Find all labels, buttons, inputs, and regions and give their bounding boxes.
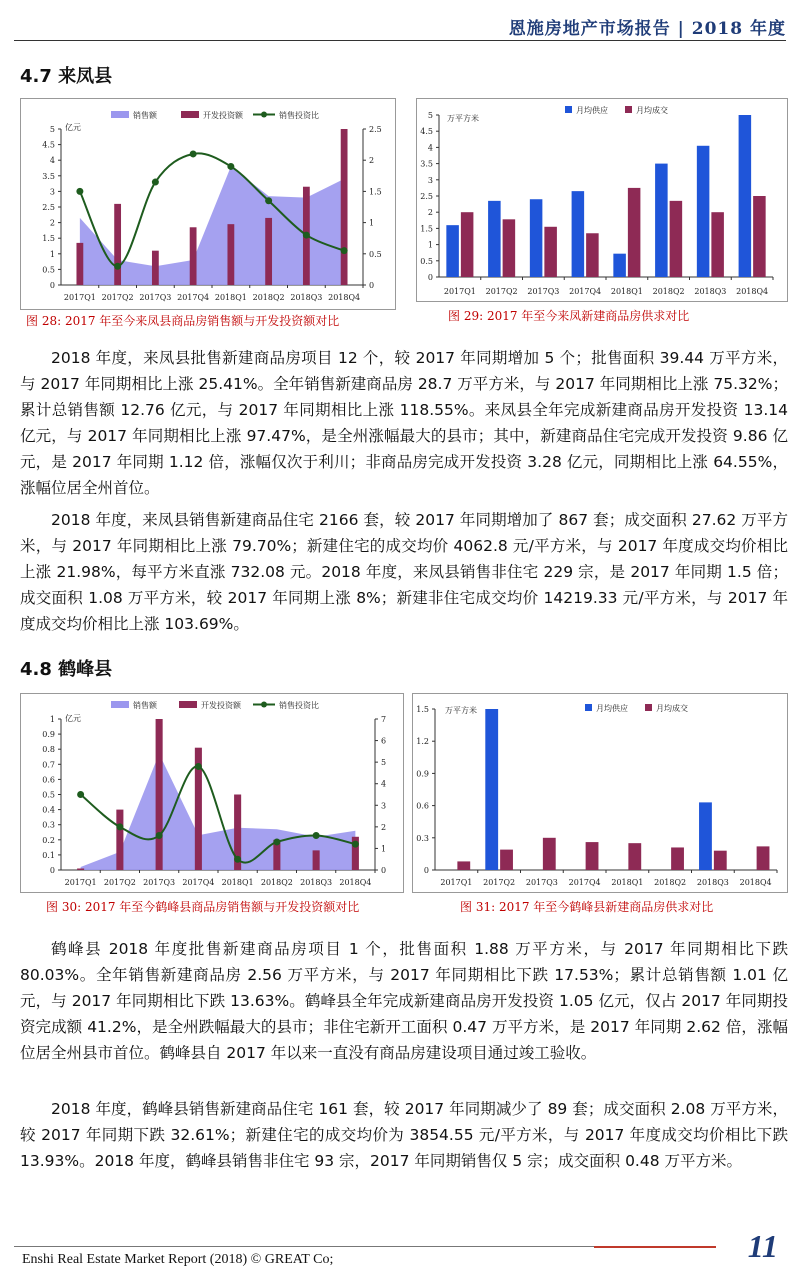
- deal-bar: [457, 861, 470, 870]
- x-tick-label: 2018Q3: [694, 287, 727, 296]
- legend-swatch-ratio-dot: [261, 702, 267, 708]
- x-tick-label: 2018Q2: [260, 878, 293, 887]
- investment-bar: [313, 850, 320, 870]
- x-tick-label: 2018Q2: [652, 287, 685, 296]
- supply-bar: [655, 164, 668, 277]
- y-tick-label: 1.5: [416, 705, 429, 714]
- chart-hefeng-sales-investment: [20, 693, 404, 893]
- legend-label-investment: 开发投资额: [201, 701, 241, 710]
- y-tick-label: 0.9: [416, 769, 429, 779]
- legend-swatch-ratio-dot: [261, 112, 267, 118]
- x-tick-label: 2018Q4: [339, 878, 372, 887]
- deal-bar: [461, 212, 474, 277]
- investment-bar: [156, 719, 163, 870]
- x-tick-label: 2017Q1: [440, 878, 473, 887]
- deal-bar: [543, 838, 556, 870]
- legend-label-supply: 月均供应: [576, 106, 608, 115]
- y-tick-label: 0.6: [42, 775, 55, 785]
- investment-bar: [76, 243, 83, 285]
- legend-label-sales: 销售额: [133, 701, 157, 710]
- page-number: 11: [747, 1228, 778, 1264]
- investment-bar: [114, 204, 121, 285]
- y-tick-label: 0.5: [42, 790, 55, 800]
- ratio-point: [303, 232, 310, 239]
- y-tick-label: 0: [423, 866, 429, 875]
- x-tick-label: 2018Q1: [611, 878, 644, 887]
- legend-label-investment: 开发投资额: [203, 111, 243, 120]
- y-unit-label: 万平方米: [447, 114, 479, 123]
- investment-bar: [341, 129, 348, 285]
- chart-hefeng-sales-investment-svg: [21, 694, 405, 894]
- legend-swatch-sales: [111, 701, 129, 708]
- caption-fig28: 图 28: 2017 年至今来凤县商品房销售额与开发投资额对比: [26, 314, 340, 328]
- deal-bar: [670, 201, 683, 277]
- y-tick-label: 0.6: [416, 801, 429, 811]
- x-tick-label: 2017Q3: [143, 878, 176, 887]
- deal-bar: [714, 851, 727, 870]
- x-tick-label: 2018Q4: [328, 293, 361, 302]
- y-tick-label: 0.9: [42, 730, 55, 740]
- y-tick-label: 1: [49, 249, 55, 259]
- ratio-point: [190, 150, 197, 157]
- x-tick-label: 2017Q3: [527, 287, 560, 296]
- legend-swatch-deal: [625, 106, 632, 113]
- x-tick-label: 2017Q2: [485, 287, 518, 296]
- deal-bar: [586, 842, 599, 870]
- y-tick-label: 5: [49, 125, 55, 134]
- legend-swatch-investment: [181, 111, 199, 118]
- y-tick-label: 1.5: [420, 224, 433, 234]
- ratio-point: [116, 823, 123, 830]
- investment-bar: [227, 224, 234, 285]
- y-tick-label: 0.8: [42, 745, 55, 755]
- supply-bar: [739, 115, 752, 277]
- y2-tick-label: 2: [369, 156, 375, 166]
- supply-bar: [530, 199, 543, 277]
- x-tick-label: 2018Q1: [221, 878, 254, 887]
- x-tick-label: 2018Q4: [736, 287, 769, 296]
- supply-bar: [485, 709, 498, 870]
- header-rule: [14, 40, 786, 41]
- x-tick-label: 2017Q4: [177, 293, 210, 302]
- ratio-point: [234, 856, 241, 863]
- legend-swatch-supply: [565, 106, 572, 113]
- supply-bar: [697, 146, 710, 277]
- y2-tick-label: 5: [381, 758, 387, 768]
- y2-tick-label: 0.5: [369, 249, 382, 259]
- x-tick-label: 2017Q4: [568, 878, 601, 887]
- y-tick-label: 3: [49, 187, 55, 197]
- ratio-point: [152, 179, 159, 186]
- x-tick-label: 2018Q2: [654, 878, 687, 887]
- paragraph-hefeng-1: 鹤峰县 2018 年度批售新建商品房项目 1 个，批售面积 1.88 万平方米，与 2017 年同期相比下跌 80.03%。全年销售新建商品房 2.56 万平方米，与 2017 年同期相比下跌 17.53%；累计总销售额 1.01 亿元，与 2017 年同期相比下跌 13.63%。鹤峰县全年完成新建商品房开发投资 1.05 亿元，仅占 2017 年同期投资完成额 41.2%，是全州跌幅最大的县市；非住宅新开工面积 0.47 万平方米，是 2017 年同期 2.62 倍，涨幅位居全州县市首位。鹤峰县自 2017 年以来一直没有商品房建设项目通过竣工验收。: [20, 940, 788, 1062]
- investment-bar: [116, 810, 123, 870]
- ratio-point: [227, 163, 234, 170]
- y-tick-label: 2: [49, 218, 55, 228]
- deal-bar: [753, 196, 766, 277]
- y2-tick-label: 4: [381, 779, 387, 789]
- y-tick-label: 0.3: [42, 820, 55, 830]
- y2-tick-label: 1.5: [369, 187, 382, 197]
- y-unit-label: 万平方米: [445, 706, 477, 715]
- x-tick-label: 2018Q3: [300, 878, 333, 887]
- paragraph-laifeng-1: 2018 年度，来凤县批售新建商品房项目 12 个，较 2017 年同期增加 5 个；批售面积 39.44 万平方米，与 2017 年同期相比上涨 25.41%。全年销售新建商品房 28.7 万平方米，与 2017 年同期相比上涨 75.32%；累计总销售额 12.76 亿元，与 2017 年同期相比上涨 118.55%。来凤县全年完成新建商品房开发投资 13.14 亿元，与 2017 年同期相比上涨 97.47%，是全州涨幅最大的县市；其中，新建商品住宅完成开发投资 9.86 亿元，是 2017 年同期 1.12 倍，涨幅仅次于利川；非商品房完成开发投资 3.28 亿元，同期相比上涨 64.55%，涨幅位居全州首位。: [20, 349, 788, 497]
- deal-bar: [711, 212, 724, 277]
- legend-label-ratio: 销售投资比: [279, 701, 319, 710]
- legend-label-supply: 月均供应: [596, 704, 628, 713]
- supply-bar: [488, 201, 501, 277]
- y-tick-label: 1: [49, 715, 55, 724]
- x-tick-label: 2018Q1: [610, 287, 643, 296]
- y-tick-label: 2.5: [42, 203, 55, 212]
- y-tick-label: 2: [427, 208, 433, 218]
- y-tick-label: 3.5: [420, 159, 433, 169]
- paragraph-hefeng-2: 2018 年度，鹤峰县销售新建商品住宅 161 套，较 2017 年同期减少了 89 套；成交面积 2.08 万平方米，较 2017 年同期下跌 32.61%；新建住宅的成交均价为 3854.55 元/平方米，与 2017 年度成交均价相比下跌 13.93%。2018 年度，鹤峰县销售非住宅 93 宗，2017 年同期销售仅 5 宗；成交面积 0.48 万平方米。: [20, 1100, 788, 1170]
- y-tick-label: 4: [427, 143, 433, 153]
- ratio-point: [265, 197, 272, 204]
- y-tick-label: 0.1: [42, 850, 55, 860]
- y-tick-label: 1.2: [416, 737, 429, 747]
- legend-swatch-sales: [111, 111, 129, 118]
- footer-accent-rule: [594, 1246, 716, 1248]
- y-unit-label: 亿元: [65, 123, 81, 132]
- x-tick-label: 2017Q4: [569, 287, 602, 296]
- y-tick-label: 1.5: [42, 234, 55, 244]
- caption-fig29: 图 29: 2017 年至今来凤新建商品房供求对比: [448, 309, 690, 323]
- ratio-point: [195, 763, 202, 770]
- y-tick-label: 4.5: [420, 127, 433, 137]
- legend-swatch-investment: [179, 701, 197, 708]
- y-tick-label: 4: [49, 156, 55, 166]
- deal-bar: [671, 847, 684, 870]
- ratio-point: [313, 832, 320, 839]
- y-tick-label: 2.5: [420, 192, 433, 201]
- supply-bar: [699, 802, 712, 870]
- deal-bar: [586, 233, 599, 277]
- deal-bar: [628, 843, 641, 870]
- x-tick-label: 2017Q2: [101, 293, 134, 302]
- chart-hefeng-supply-demand: [412, 693, 788, 893]
- chart-laifeng-supply-demand-svg: [417, 99, 789, 303]
- x-tick-label: 2017Q4: [182, 878, 215, 887]
- y2-tick-label: 1: [381, 844, 387, 854]
- y-tick-label: 0.7: [42, 760, 55, 770]
- investment-bar: [190, 227, 197, 285]
- investment-bar: [77, 868, 84, 870]
- y-unit-label: 亿元: [65, 714, 81, 723]
- ratio-point: [156, 832, 163, 839]
- x-tick-label: 2017Q2: [483, 878, 516, 887]
- x-tick-label: 2018Q4: [739, 878, 772, 887]
- x-tick-label: 2017Q3: [525, 878, 558, 887]
- footer-copyright: Enshi Real Estate Market Report (2018) © GREAT Co;: [22, 1252, 334, 1267]
- y-tick-label: 0: [49, 866, 55, 875]
- y2-tick-label: 2.5: [369, 125, 382, 134]
- y-tick-label: 0.2: [42, 835, 55, 845]
- legend-label-ratio: 销售投资比: [279, 111, 319, 120]
- legend-swatch-deal: [645, 704, 652, 711]
- ratio-point: [273, 838, 280, 845]
- y-tick-label: 4.5: [42, 140, 55, 150]
- deal-bar: [503, 219, 516, 277]
- x-tick-label: 2017Q3: [139, 293, 172, 302]
- x-tick-label: 2018Q1: [214, 293, 247, 302]
- y2-tick-label: 3: [381, 801, 387, 811]
- chart-laifeng-sales-investment: [20, 98, 396, 310]
- deal-bar: [500, 850, 513, 870]
- x-tick-label: 2017Q2: [103, 878, 136, 887]
- ratio-point: [341, 247, 348, 254]
- chart-laifeng-sales-investment-svg: [21, 99, 397, 311]
- y-tick-label: 3.5: [42, 171, 55, 181]
- legend-label-sales: 销售额: [133, 111, 157, 120]
- section-title-laifeng: 4.7 来凤县: [20, 66, 113, 87]
- y-tick-label: 0: [49, 281, 55, 290]
- y-tick-label: 1: [427, 240, 433, 250]
- ratio-point: [77, 791, 84, 798]
- legend-label-deal: 月均成交: [656, 704, 688, 713]
- investment-bar: [152, 251, 159, 285]
- y2-tick-label: 1: [369, 218, 375, 228]
- supply-bar: [613, 254, 626, 277]
- y2-tick-label: 7: [381, 715, 387, 724]
- y-tick-label: 0: [427, 273, 433, 282]
- x-tick-label: 2017Q1: [64, 878, 97, 887]
- report-header-title: 恩施房地产市场报告 | 2018 年度: [508, 19, 786, 39]
- section-title-hefeng: 4.8 鹤峰县: [20, 659, 113, 680]
- y2-tick-label: 6: [381, 736, 387, 746]
- x-tick-label: 2017Q1: [63, 293, 96, 302]
- supply-bar: [446, 225, 459, 277]
- legend-swatch-supply: [585, 704, 592, 711]
- ratio-point: [76, 188, 83, 195]
- y-tick-label: 0.5: [420, 256, 433, 266]
- y-tick-label: 5: [427, 111, 433, 120]
- y-tick-label: 0.3: [416, 833, 429, 843]
- y-tick-label: 0.5: [42, 265, 55, 275]
- deal-bar: [628, 188, 641, 277]
- y-tick-label: 3: [427, 175, 433, 185]
- x-tick-label: 2017Q1: [443, 287, 476, 296]
- deal-bar: [544, 227, 557, 277]
- y2-tick-label: 2: [381, 822, 387, 832]
- investment-bar: [265, 218, 272, 285]
- footer-rule: [14, 1246, 594, 1247]
- caption-fig31: 图 31: 2017 年至今鹤峰县新建商品房供求对比: [460, 900, 714, 914]
- supply-bar: [572, 191, 585, 277]
- chart-hefeng-supply-demand-svg: [413, 694, 789, 894]
- x-tick-label: 2018Q2: [252, 293, 285, 302]
- deal-bar: [757, 846, 770, 870]
- y2-tick-label: 0: [381, 866, 387, 875]
- y2-tick-label: 0: [369, 281, 375, 290]
- y-tick-label: 0.4: [42, 805, 55, 815]
- caption-fig30: 图 30: 2017 年至今鹤峰县商品房销售额与开发投资额对比: [46, 900, 360, 914]
- paragraph-laifeng-2: 2018 年度，来凤县销售新建商品住宅 2166 套，较 2017 年同期增加了 867 套；成交面积 27.62 万平方米，与 2017 年同期相比上涨 79.70%；新建住宅的成交均价 4062.8 元/平方米，与 2017 年度成交均价相比上涨 21.98%，每平方米直涨 732.08 元。2018 年度，来凤县销售非住宅 229 宗，是 2017 年同期 1.5 倍；成交面积 1.08 万平方米，较 2017 年同期上涨 8%；新建非住宅成交均价 14219.33 元/平方米，与 2017 年度成交均价相比上涨 103.69%。: [20, 511, 788, 633]
- chart-laifeng-supply-demand: [416, 98, 788, 302]
- x-tick-label: 2018Q3: [696, 878, 729, 887]
- ratio-point: [352, 841, 359, 848]
- x-tick-label: 2018Q3: [290, 293, 323, 302]
- legend-label-deal: 月均成交: [636, 106, 668, 115]
- ratio-point: [114, 263, 121, 270]
